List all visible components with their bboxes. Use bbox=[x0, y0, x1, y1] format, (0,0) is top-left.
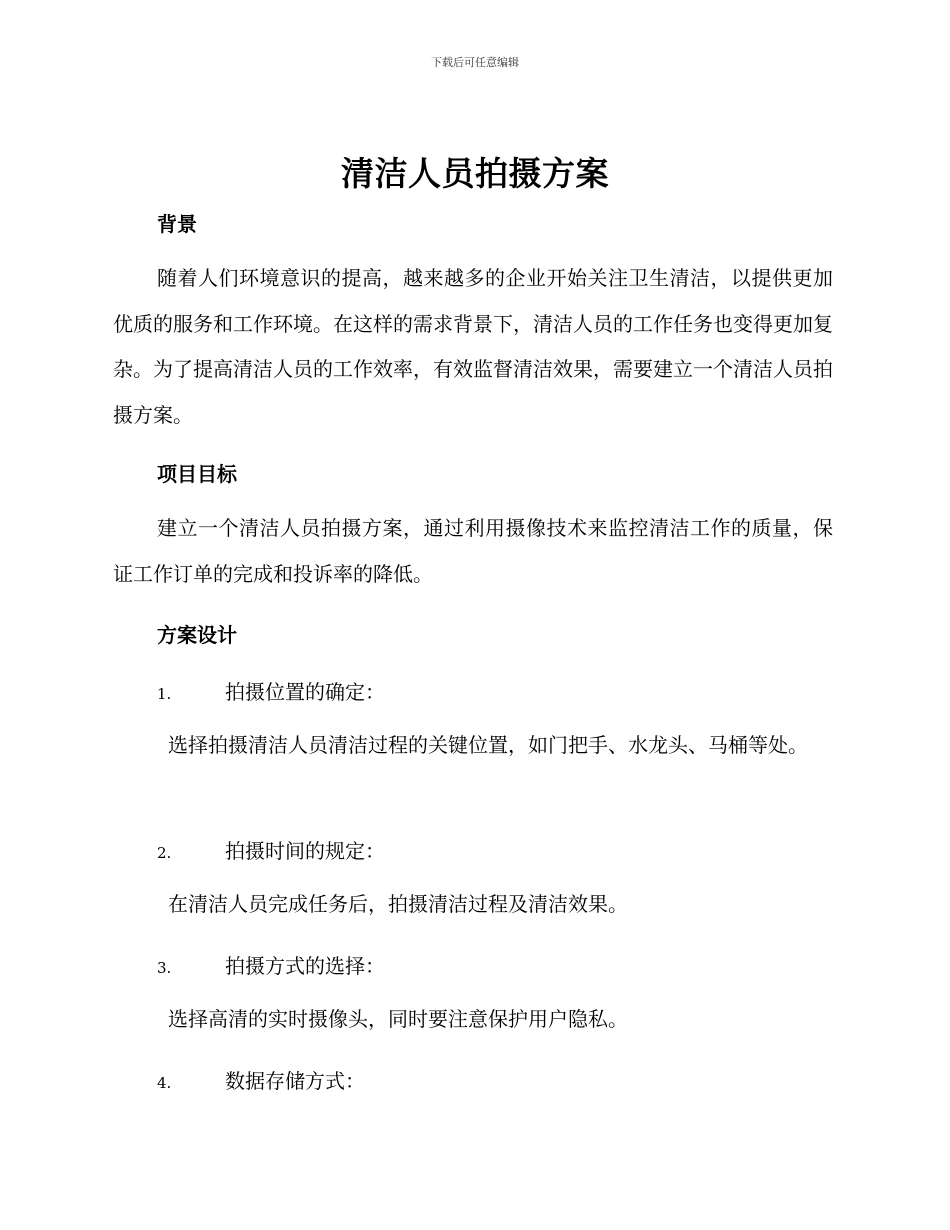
design-item-3-desc: 选择高清的实时摄像头，同时要注意保护用户隐私。 bbox=[168, 1007, 628, 1031]
item-number: 4. bbox=[157, 1074, 172, 1092]
item-title: 拍摄方式的选择： bbox=[225, 954, 385, 978]
heading-background: 背景 bbox=[157, 212, 197, 236]
design-item-4 bbox=[157, 1065, 365, 1094]
heading-design: 方案设计 bbox=[157, 623, 237, 647]
design-item-2 bbox=[157, 835, 385, 864]
design-item-3 bbox=[157, 950, 385, 979]
item-number: 1. bbox=[157, 685, 172, 703]
paragraph-background: 随着人们环境意识的提高，越来越多的企业开始关注卫生清洁，以提供更加优质的服务和工作环境。在这样的需求背景下，清洁人员的工作任务也变得更加复杂。为了提高清洁人员的工作效率，有效监督清洁效果，需要建立一个清洁人员拍摄方案。 bbox=[113, 266, 833, 427]
item-number: 3. bbox=[157, 959, 172, 977]
heading-goal: 项目目标 bbox=[157, 462, 237, 486]
paragraph-goal: 建立一个清洁人员拍摄方案，通过利用摄像技术来监控清洁工作的质量，保证工作订单的完成和投诉率的降低。 bbox=[113, 516, 833, 586]
document-title: 清洁人员拍摄方案 bbox=[341, 154, 609, 193]
design-item-2-desc: 在清洁人员完成任务后，拍摄清洁过程及清洁效果。 bbox=[168, 892, 628, 916]
header-note: 下载后可任意编辑 bbox=[431, 56, 519, 69]
design-item-1-desc: 选择拍摄清洁人员清洁过程的关键位置，如门把手、水龙头、马桶等处。 bbox=[168, 733, 808, 757]
item-title: 数据存储方式： bbox=[225, 1069, 365, 1093]
item-title: 拍摄时间的规定： bbox=[225, 839, 385, 863]
design-item-1 bbox=[157, 676, 385, 705]
item-title: 拍摄位置的确定： bbox=[225, 680, 385, 704]
item-number: 2. bbox=[157, 844, 172, 862]
